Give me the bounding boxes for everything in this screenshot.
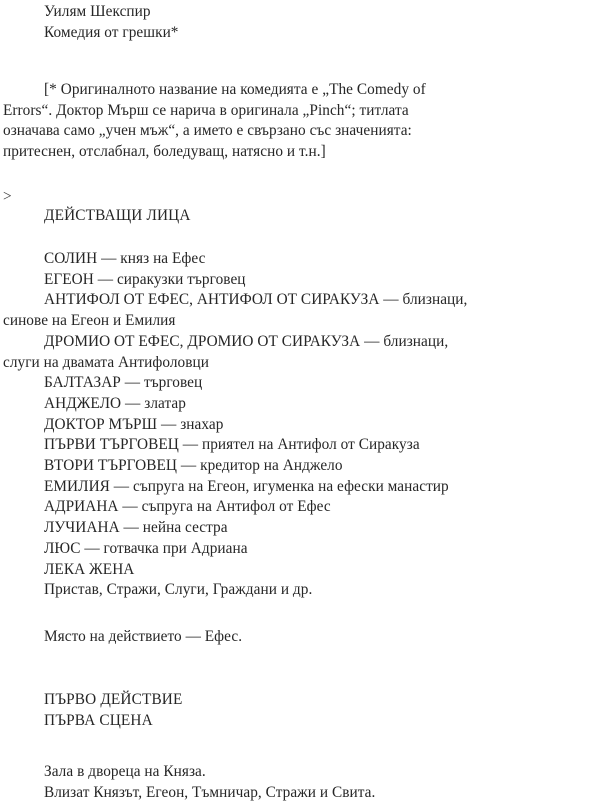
scene-heading: ПЪРВА СЦЕНА bbox=[44, 711, 153, 729]
title-block bbox=[3, 2, 555, 43]
prompt-marker: > bbox=[3, 188, 12, 205]
cast-entry: ЛЮС — готвачка при Адриана bbox=[44, 539, 248, 557]
cast-entry: СОЛИН — княз на Ефес bbox=[44, 250, 206, 267]
footnote-line-1: [* Оригиналното название на комедията е „The Comedy of bbox=[44, 81, 426, 98]
dramatis-personae-heading: ДЕЙСТВАЩИ ЛИЦА bbox=[44, 207, 191, 224]
dramatis-personae-heading-block bbox=[3, 206, 555, 227]
scene-description-block bbox=[3, 762, 555, 803]
scene-description-line-2: Влизат Князът, Егеон, Тъмничар, Стражи и Свита. bbox=[44, 783, 376, 801]
cast-entry: ЛЕКА ЖЕНА bbox=[44, 560, 135, 578]
cast-entry: ЛУЧИАНА — нейна сестра bbox=[44, 519, 228, 537]
cast-entry: ДРОМИО ОТ ЕФЕС, ДРОМИО ОТ СИРАКУЗА — близнаци, bbox=[44, 332, 449, 350]
cast-entry: АНТИФОЛ ОТ ЕФЕС, АНТИФОЛ ОТ СИРАКУЗА — близнаци, bbox=[44, 291, 468, 309]
footnote-block bbox=[3, 80, 555, 163]
cast-entry: ЕГЕОН — сиракузки търговец bbox=[44, 270, 246, 288]
footnote-line-4: притеснен, отслабнал, боледуващ, натясно и т.н.] bbox=[3, 143, 326, 161]
cast-entry: БАЛТАЗАР — търговец bbox=[44, 374, 203, 392]
cast-entry: ВТОРИ ТЪРГОВЕЦ — кредитор на Анджело bbox=[44, 457, 343, 475]
cast-entry: АНДЖЕЛО — златар bbox=[44, 394, 186, 412]
footnote-line-2: Errors“. Доктор Мърш се нарича в оригинала „Pinch“; титлата bbox=[3, 101, 409, 119]
cast-list bbox=[3, 249, 555, 601]
cast-entry: слуги на двамата Антифоловци bbox=[3, 353, 209, 371]
footnote-line-3: означава само „учен мъж“, а името е свързано със значенията: bbox=[3, 122, 412, 140]
cast-entry: АДРИАНА — съпруга на Антифол от Ефес bbox=[44, 498, 331, 516]
cast-entry: Пристав, Стражи, Слуги, Граждани и др. bbox=[44, 581, 313, 599]
act-heading: ПЪРВО ДЕЙСТВИЕ bbox=[44, 691, 183, 708]
setting-block bbox=[3, 627, 555, 648]
setting-line: Място на действието — Ефес. bbox=[44, 628, 243, 645]
cast-entry: ЕМИЛИЯ — съпруга на Егеон, игуменка на ефески манастир bbox=[44, 477, 449, 495]
cast-entry: синове на Егеон и Емилия bbox=[3, 312, 176, 330]
author-line: Уилям Шекспир bbox=[44, 3, 151, 20]
cast-entry: ПЪРВИ ТЪРГОВЕЦ — приятел на Антифол от Сиракуза bbox=[44, 436, 420, 454]
title-line: Комедия от грешки* bbox=[44, 23, 179, 41]
act-scene-heading-block bbox=[3, 690, 555, 731]
scene-description-line-1: Зала в двореца на Княза. bbox=[44, 763, 206, 780]
cast-entry: ДОКТОР МЪРШ — знахар bbox=[44, 415, 224, 433]
